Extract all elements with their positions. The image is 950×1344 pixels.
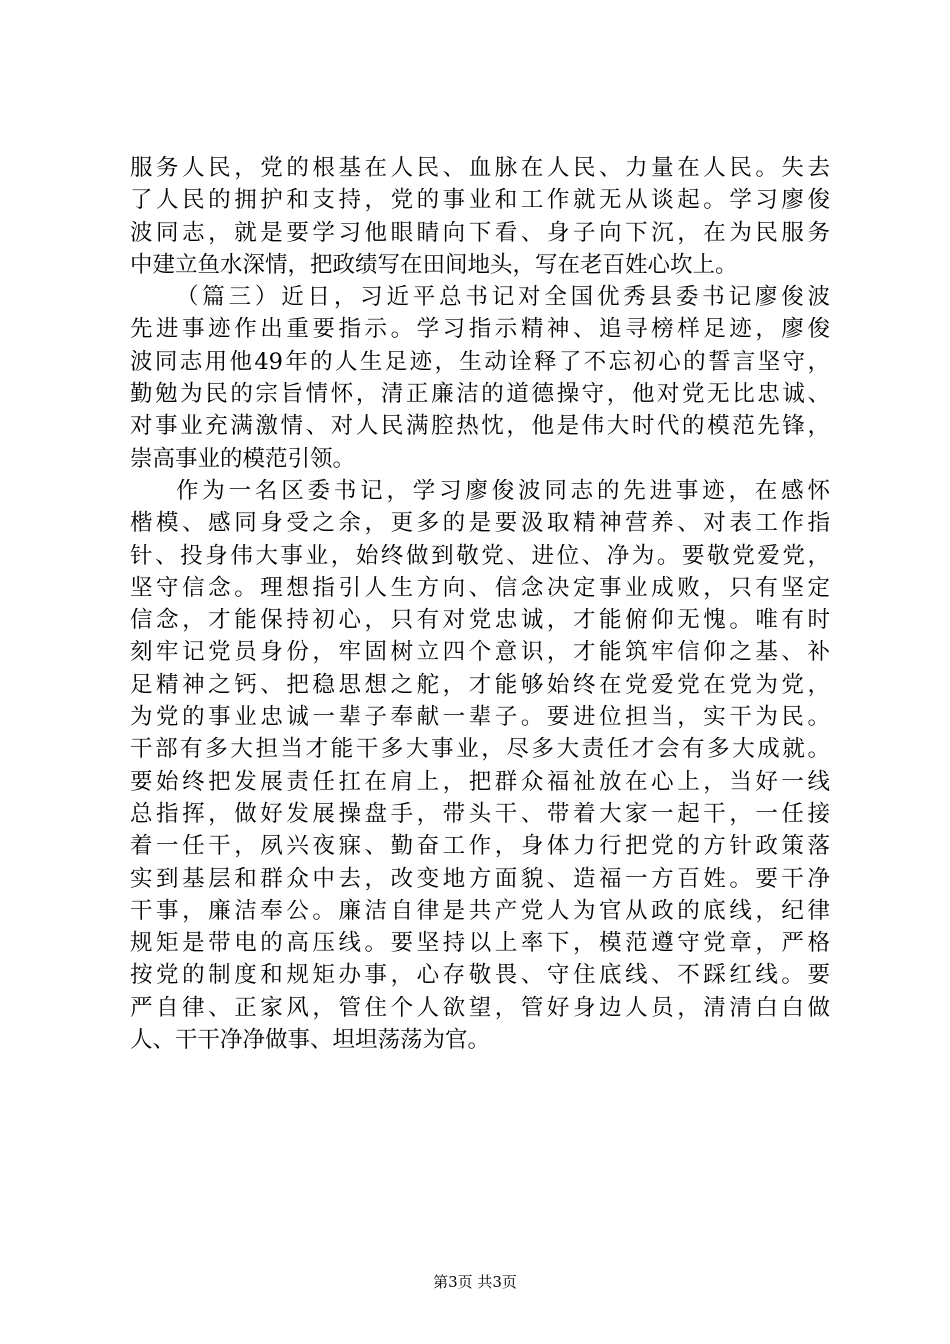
paragraph-line: 干事，廉洁奉公。廉洁自律是共产党人为官从政的底线，纪律 (130, 897, 830, 924)
paragraph-line: 中建立鱼水深情，把政绩写在田间地头，写在老百姓心坎上。 (130, 251, 738, 278)
paragraph-line: 为党的事业忠诚一辈子奉献一辈子。要进位担当，实干为民。 (130, 704, 830, 731)
page-footer: 第3页 共3页 (433, 1273, 517, 1291)
paragraph-line: 波同志用他49年的人生足迹，生动诠释了不忘初心的誓言坚守， (130, 348, 830, 375)
paragraph-line: 总指挥，做好发展操盘手，带头干、带着大家一起干，一任接 (130, 800, 830, 827)
paragraph-line: 着一任干，夙兴夜寐、勤奋工作，身体力行把党的方针政策落 (130, 833, 830, 860)
paragraph (130, 152, 830, 281)
paragraph-line: 楷模、感同身受之余，更多的是要汲取精神营养、对表工作指 (130, 510, 830, 537)
paragraph-line: 对事业充满激情、对人民满腔热忱，他是伟大时代的模范先锋， (130, 413, 830, 440)
paragraph-line: 波同志，就是要学习他眼睛向下看、身子向下沉，在为民服务 (130, 219, 830, 246)
paragraph-line: 实到基层和群众中去，改变地方面貌、造福一方百姓。要干净 (130, 865, 830, 892)
paragraph-line: （篇三）近日，习近平总书记对全国优秀县委书记廖俊波 (176, 284, 830, 311)
paragraph-line: 勤勉为民的宗旨情怀，清正廉洁的道德操守，他对党无比忠诚、 (130, 381, 830, 408)
paragraph-line: 坚守信念。理想指引人生方向、信念决定事业成败，只有坚定 (130, 574, 830, 601)
paragraph-line: 信念，才能保持初心，只有对党忠诚，才能俯仰无愧。唯有时 (130, 607, 830, 634)
paragraph-line: 针、投身伟大事业，始终做到敬党、进位、净为。要敬党爱党， (130, 542, 830, 569)
paragraph-line: 要始终把发展责任扛在肩上，把群众福祉放在心上，当好一线 (130, 768, 830, 795)
paragraph-line: 规矩是带电的高压线。要坚持以上率下，模范遵守党章，严格 (130, 930, 830, 957)
paragraph-line: 人、干干净净做事、坦坦荡荡为官。 (130, 1027, 491, 1054)
paragraph-line: 先进事迹作出重要指示。学习指示精神、追寻榜样足迹，廖俊 (130, 316, 830, 343)
paragraph-line: 作为一名区委书记，学习廖俊波同志的先进事迹，在感怀 (176, 477, 830, 504)
paragraph-line: 干部有多大担当才能干多大事业，尽多大责任才会有多大成就。 (130, 736, 830, 763)
paragraph-line: 严自律、正家风，管住个人欲望，管好身边人员，清清白白做 (130, 994, 830, 1021)
paragraph-line: 服务人民，党的根基在人民、血脉在人民、力量在人民。失去 (130, 155, 830, 181)
paragraph-line: 崇高事业的模范引领。 (130, 445, 356, 472)
paragraph (130, 281, 830, 475)
paragraph-line: 足精神之钙、把稳思想之舵，才能够始终在党爱党在党为党， (130, 671, 830, 698)
paragraph (130, 475, 830, 1056)
document-body (130, 152, 830, 1056)
paragraph-line: 了人民的拥护和支持，党的事业和工作就无从谈起。学习廖俊 (130, 187, 830, 214)
paragraph-line: 按党的制度和规矩办事，心存敬畏、守住底线、不踩红线。要 (130, 962, 830, 989)
paragraph-line: 刻牢记党员身份，牢固树立四个意识，才能筑牢信仰之基、补 (130, 639, 830, 666)
